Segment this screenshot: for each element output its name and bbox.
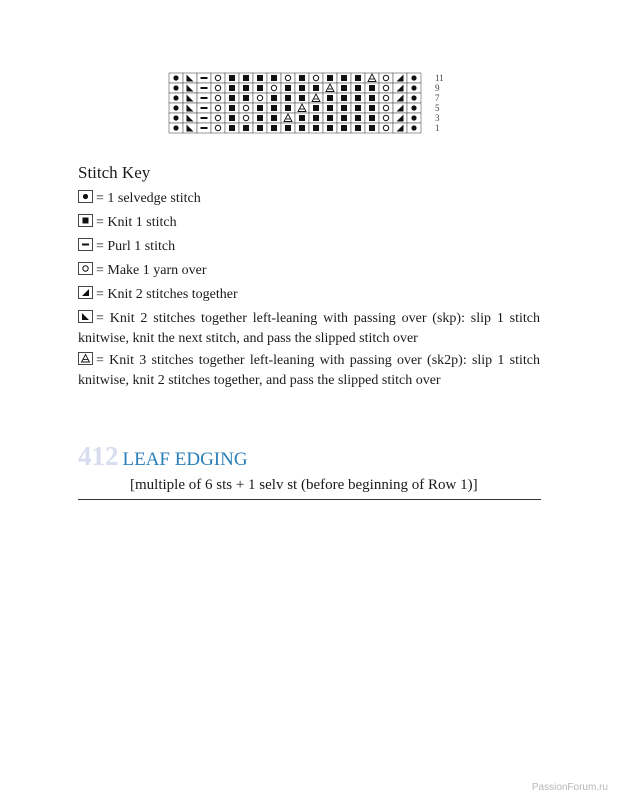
chart-cell-knit: [309, 83, 323, 93]
chart-cell-yo: [379, 73, 393, 83]
chart-cell-yo: [379, 103, 393, 113]
chart-cell-selvedge: [407, 103, 421, 113]
key-item-text: = Knit 3 stitches together left-leaning with passing over (sk2p): slip 1 stitch knitwise, knit 2 stitches together, and pass the slipped stitch over: [78, 353, 540, 388]
chart-cell-knit: [239, 83, 253, 93]
chart-cell-knit: [253, 103, 267, 113]
key-item-k2tog: [78, 285, 540, 305]
section-title: LEAF EDGING: [122, 449, 248, 470]
chart-cell-sk2p: [295, 103, 309, 113]
purl-icon: [78, 238, 93, 251]
chart-cell-knit: [267, 73, 281, 83]
chart-cell-knit: [225, 73, 239, 83]
chart-row-number: 11: [435, 73, 444, 83]
chart-row-number: 3: [435, 113, 440, 123]
knit-icon: [78, 214, 93, 227]
chart-cell-knit: [337, 123, 351, 133]
chart-cell-knit: [225, 83, 239, 93]
chart-cell-knit: [337, 73, 351, 83]
chart-cell-knit: [365, 93, 379, 103]
chart-cell-knit: [295, 73, 309, 83]
chart-cell-knit: [281, 83, 295, 93]
chart-cell-knit: [295, 83, 309, 93]
stitch-key-list: [78, 189, 540, 395]
chart-cell-knit: [239, 123, 253, 133]
chart-cell-knit: [239, 73, 253, 83]
chart-cell-yo: [239, 113, 253, 123]
chart-row-number: 7: [435, 93, 440, 103]
chart-cell-purl: [197, 113, 211, 123]
chart-cell-knit: [267, 113, 281, 123]
section-subtitle: [multiple of 6 sts + 1 selv st (before beginning of Row 1)]: [130, 477, 478, 493]
chart-cell-k2tog: [393, 93, 407, 103]
chart-cell-knit: [239, 93, 253, 103]
stitch-key-title: Stitch Key: [78, 163, 151, 182]
key-item-selvedge: [78, 189, 540, 209]
chart-cell-knit: [365, 113, 379, 123]
chart-cell-knit: [337, 83, 351, 93]
chart-cell-purl: [197, 103, 211, 113]
chart-cell-selvedge: [407, 83, 421, 93]
key-item-text: = Knit 1 stitch: [96, 215, 177, 230]
chart-cell-knit: [253, 73, 267, 83]
chart-cell-knit: [281, 93, 295, 103]
chart-cell-yo: [253, 93, 267, 103]
chart-row-number: 9: [435, 83, 440, 93]
chart-cell-yo: [211, 83, 225, 93]
key-item-yarn-over: [78, 261, 540, 281]
chart-cell-yo: [239, 103, 253, 113]
chart-cell-selvedge: [407, 113, 421, 123]
chart-cell-knit: [323, 113, 337, 123]
chart-cell-knit: [351, 123, 365, 133]
chart-cell-yo: [379, 93, 393, 103]
chart-cell-selvedge: [169, 83, 183, 93]
key-item-text: = Purl 1 stitch: [96, 239, 176, 254]
chart-cell-knit: [225, 93, 239, 103]
chart-cell-knit: [365, 123, 379, 133]
chart-cell-sk2p: [281, 113, 295, 123]
chart-cell-knit: [309, 103, 323, 113]
chart-cell-yo: [309, 73, 323, 83]
chart-cell-knit: [267, 93, 281, 103]
chart-cell-knit: [225, 113, 239, 123]
chart-cell-knit: [281, 103, 295, 113]
chart-cell-knit: [309, 123, 323, 133]
divider: [78, 499, 541, 500]
section-number: 412: [78, 441, 119, 471]
chart-cell-selvedge: [407, 73, 421, 83]
chart-cell-k2tog: [393, 83, 407, 93]
chart-cell-knit: [337, 113, 351, 123]
chart-cell-knit: [337, 93, 351, 103]
chart-cell-knit: [295, 123, 309, 133]
chart-cell-knit: [323, 123, 337, 133]
k2tog-icon: [78, 286, 93, 299]
chart-cell-yo: [211, 113, 225, 123]
key-item-knit: [78, 213, 540, 233]
chart-cell-skp: [183, 103, 197, 113]
chart-cell-yo: [379, 83, 393, 93]
chart-cell-selvedge: [169, 103, 183, 113]
chart-cell-purl: [197, 83, 211, 93]
chart-cell-knit: [225, 103, 239, 113]
chart-cell-yo: [211, 103, 225, 113]
chart-cell-knit: [253, 113, 267, 123]
chart-cell-knit: [295, 93, 309, 103]
section-heading: [78, 441, 248, 472]
chart-cell-knit: [351, 73, 365, 83]
chart-cell-k2tog: [393, 103, 407, 113]
chart-cell-purl: [197, 73, 211, 83]
chart-cell-skp: [183, 83, 197, 93]
chart-cell-yo: [281, 73, 295, 83]
chart-cell-selvedge: [169, 93, 183, 103]
chart-cell-knit: [323, 93, 337, 103]
chart-cell-knit: [309, 113, 323, 123]
chart-cell-knit: [281, 123, 295, 133]
chart-cell-knit: [351, 93, 365, 103]
chart-cell-knit: [267, 103, 281, 113]
chart-cell-purl: [197, 123, 211, 133]
chart-cell-knit: [253, 83, 267, 93]
stitch-chart-grid: [168, 72, 453, 134]
key-item-sk2p: [78, 351, 540, 391]
key-item-text: = 1 selvedge stitch: [96, 191, 201, 206]
key-item-text: = Knit 2 stitches together: [96, 287, 238, 302]
chart-row-number: 5: [435, 103, 440, 113]
chart-cell-knit: [365, 103, 379, 113]
chart-cell-yo: [379, 123, 393, 133]
chart-cell-k2tog: [393, 113, 407, 123]
chart-cell-sk2p: [309, 93, 323, 103]
selvedge-icon: [78, 190, 93, 203]
key-item-skp: [78, 309, 540, 349]
skp-icon: [78, 310, 93, 323]
chart-cell-selvedge: [169, 113, 183, 123]
chart-cell-selvedge: [407, 93, 421, 103]
key-item-text: = Knit 2 stitches together left-leaning with passing over (skp): slip 1 stitch knitwise, knit the next stitch, and pass the slipped stitch over: [78, 311, 540, 346]
chart-cell-skp: [183, 113, 197, 123]
chart-cell-knit: [253, 123, 267, 133]
chart-cell-skp: [183, 123, 197, 133]
chart-cell-knit: [337, 103, 351, 113]
chart-cell-yo: [379, 113, 393, 123]
chart-cell-sk2p: [323, 83, 337, 93]
chart-cell-yo: [267, 83, 281, 93]
chart-cell-k2tog: [393, 123, 407, 133]
stitch-chart: [168, 72, 453, 134]
chart-cell-skp: [183, 93, 197, 103]
chart-cell-knit: [323, 103, 337, 113]
chart-cell-sk2p: [365, 73, 379, 83]
chart-cell-skp: [183, 73, 197, 83]
key-item-text: = Make 1 yarn over: [96, 263, 207, 278]
chart-cell-knit: [295, 113, 309, 123]
chart-cell-knit: [323, 73, 337, 83]
watermark: PassionForum.ru: [531, 782, 608, 793]
chart-cell-knit: [351, 113, 365, 123]
yarn-over-icon: [78, 262, 93, 275]
chart-cell-knit: [351, 103, 365, 113]
sk2p-icon: [78, 352, 93, 365]
chart-cell-selvedge: [169, 73, 183, 83]
chart-cell-knit: [267, 123, 281, 133]
key-item-purl: [78, 237, 540, 257]
chart-cell-yo: [211, 73, 225, 83]
chart-cell-selvedge: [169, 123, 183, 133]
chart-cell-k2tog: [393, 73, 407, 83]
chart-row-number: 1: [435, 123, 440, 133]
chart-cell-yo: [211, 123, 225, 133]
chart-cell-selvedge: [407, 123, 421, 133]
chart-cell-yo: [211, 93, 225, 103]
chart-cell-knit: [365, 83, 379, 93]
chart-cell-knit: [351, 83, 365, 93]
chart-cell-knit: [225, 123, 239, 133]
chart-cell-purl: [197, 93, 211, 103]
